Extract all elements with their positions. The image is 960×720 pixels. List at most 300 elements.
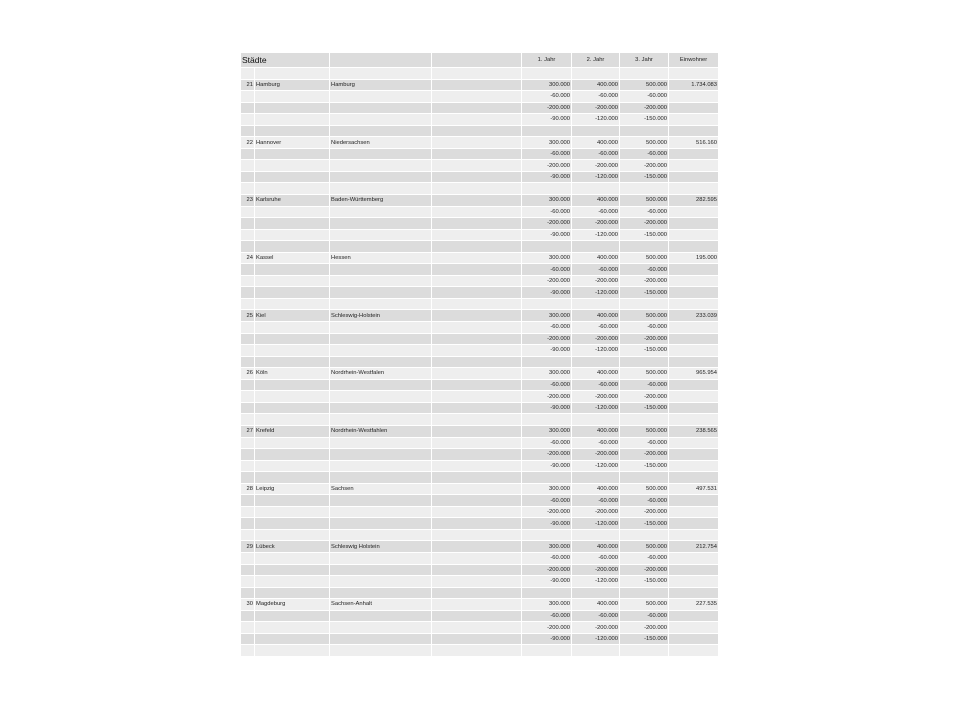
- cell[interactable]: [255, 68, 330, 80]
- value-year-1[interactable]: 300.000: [522, 195, 572, 207]
- cell[interactable]: [432, 472, 522, 484]
- cell[interactable]: [241, 218, 255, 230]
- value-year-2[interactable]: -120.000: [572, 576, 620, 588]
- cell[interactable]: [255, 206, 330, 218]
- cell[interactable]: [572, 183, 620, 195]
- cell[interactable]: [330, 183, 432, 195]
- cell[interactable]: [255, 241, 330, 253]
- value-year-3[interactable]: 500.000: [620, 310, 669, 322]
- value-year-1[interactable]: 300.000: [522, 137, 572, 149]
- value-year-2[interactable]: 400.000: [572, 483, 620, 495]
- cell[interactable]: [620, 587, 669, 599]
- cell[interactable]: [432, 322, 522, 334]
- value-year-3[interactable]: -60.000: [620, 552, 669, 564]
- cell[interactable]: [330, 391, 432, 403]
- cell[interactable]: [330, 356, 432, 368]
- cell[interactable]: [255, 622, 330, 634]
- cell[interactable]: [255, 171, 330, 183]
- cell[interactable]: [669, 552, 719, 564]
- value-year-2[interactable]: 400.000: [572, 252, 620, 264]
- cell[interactable]: [255, 102, 330, 114]
- cell[interactable]: [255, 402, 330, 414]
- value-year-2[interactable]: -60.000: [572, 322, 620, 334]
- city-population[interactable]: 195.000: [669, 252, 719, 264]
- cell[interactable]: [432, 183, 522, 195]
- cell[interactable]: [620, 241, 669, 253]
- cell[interactable]: [432, 356, 522, 368]
- city-population[interactable]: 1.734.083: [669, 79, 719, 91]
- value-year-1[interactable]: -90.000: [522, 171, 572, 183]
- value-year-2[interactable]: -60.000: [572, 610, 620, 622]
- cell[interactable]: [432, 241, 522, 253]
- cell[interactable]: [432, 402, 522, 414]
- value-year-1[interactable]: -200.000: [522, 449, 572, 461]
- value-year-1[interactable]: -200.000: [522, 333, 572, 345]
- cell[interactable]: [669, 114, 719, 126]
- cell[interactable]: [255, 298, 330, 310]
- city-state[interactable]: Nordrhein-Westfahlen: [330, 425, 432, 437]
- cell[interactable]: [255, 322, 330, 334]
- city-population[interactable]: 965.954: [669, 368, 719, 380]
- cell[interactable]: [432, 102, 522, 114]
- cell[interactable]: [432, 79, 522, 91]
- cell[interactable]: [669, 460, 719, 472]
- value-year-3[interactable]: -150.000: [620, 171, 669, 183]
- cell[interactable]: [432, 368, 522, 380]
- city-name[interactable]: Hamburg: [255, 79, 330, 91]
- cell[interactable]: [241, 183, 255, 195]
- cell[interactable]: [669, 102, 719, 114]
- cell[interactable]: [330, 529, 432, 541]
- cell[interactable]: [241, 345, 255, 357]
- value-year-3[interactable]: -60.000: [620, 264, 669, 276]
- cell[interactable]: [255, 91, 330, 103]
- value-year-3[interactable]: 500.000: [620, 252, 669, 264]
- cell[interactable]: [620, 472, 669, 484]
- cell[interactable]: [522, 241, 572, 253]
- city-number[interactable]: 29: [241, 541, 255, 553]
- cell[interactable]: [241, 68, 255, 80]
- cell[interactable]: [432, 414, 522, 426]
- value-year-2[interactable]: 400.000: [572, 79, 620, 91]
- cell[interactable]: [432, 599, 522, 611]
- cell[interactable]: [432, 252, 522, 264]
- cell[interactable]: [432, 229, 522, 241]
- value-year-3[interactable]: -150.000: [620, 402, 669, 414]
- cell[interactable]: [432, 587, 522, 599]
- value-year-2[interactable]: 400.000: [572, 195, 620, 207]
- cell[interactable]: [432, 148, 522, 160]
- value-year-1[interactable]: -200.000: [522, 506, 572, 518]
- cell[interactable]: [255, 183, 330, 195]
- cell[interactable]: [330, 241, 432, 253]
- cell[interactable]: [241, 402, 255, 414]
- cell[interactable]: [255, 506, 330, 518]
- cell[interactable]: [522, 68, 572, 80]
- cell[interactable]: [669, 610, 719, 622]
- cell[interactable]: [255, 414, 330, 426]
- value-year-1[interactable]: -200.000: [522, 275, 572, 287]
- value-year-2[interactable]: -60.000: [572, 495, 620, 507]
- value-year-2[interactable]: -200.000: [572, 218, 620, 230]
- cell[interactable]: [669, 333, 719, 345]
- cell[interactable]: [432, 333, 522, 345]
- cell[interactable]: [330, 622, 432, 634]
- cell[interactable]: [330, 495, 432, 507]
- cell[interactable]: [241, 241, 255, 253]
- cell[interactable]: [241, 437, 255, 449]
- value-year-1[interactable]: -90.000: [522, 287, 572, 299]
- city-number[interactable]: 27: [241, 425, 255, 437]
- cell[interactable]: [255, 333, 330, 345]
- cell[interactable]: [432, 68, 522, 80]
- value-year-3[interactable]: -200.000: [620, 160, 669, 172]
- cell[interactable]: [255, 356, 330, 368]
- cell[interactable]: [669, 437, 719, 449]
- value-year-1[interactable]: -60.000: [522, 91, 572, 103]
- cell[interactable]: [241, 91, 255, 103]
- cell[interactable]: [255, 437, 330, 449]
- value-year-1[interactable]: 300.000: [522, 310, 572, 322]
- value-year-2[interactable]: -120.000: [572, 633, 620, 645]
- value-year-1[interactable]: -90.000: [522, 402, 572, 414]
- cell[interactable]: [255, 472, 330, 484]
- value-year-2[interactable]: -60.000: [572, 437, 620, 449]
- cell[interactable]: [241, 206, 255, 218]
- cell[interactable]: [330, 564, 432, 576]
- cell[interactable]: [330, 610, 432, 622]
- cell[interactable]: [241, 322, 255, 334]
- value-year-2[interactable]: -120.000: [572, 229, 620, 241]
- cell[interactable]: [572, 645, 620, 657]
- value-year-3[interactable]: 500.000: [620, 541, 669, 553]
- cell[interactable]: [241, 414, 255, 426]
- cell[interactable]: [669, 402, 719, 414]
- city-state[interactable]: Nordrhein-Westfalen: [330, 368, 432, 380]
- value-year-2[interactable]: -120.000: [572, 460, 620, 472]
- cell[interactable]: [241, 449, 255, 461]
- cell[interactable]: [241, 587, 255, 599]
- cell[interactable]: [330, 379, 432, 391]
- cell[interactable]: [432, 529, 522, 541]
- cell[interactable]: [432, 576, 522, 588]
- value-year-1[interactable]: 300.000: [522, 483, 572, 495]
- cell[interactable]: [432, 91, 522, 103]
- city-name[interactable]: Kiel: [255, 310, 330, 322]
- value-year-2[interactable]: -200.000: [572, 564, 620, 576]
- header-year-1[interactable]: 1. Jahr: [522, 53, 572, 68]
- cell[interactable]: [669, 345, 719, 357]
- city-population[interactable]: 212.754: [669, 541, 719, 553]
- cell[interactable]: [432, 195, 522, 207]
- value-year-2[interactable]: -200.000: [572, 275, 620, 287]
- value-year-1[interactable]: -200.000: [522, 218, 572, 230]
- cell[interactable]: [432, 206, 522, 218]
- cell[interactable]: [669, 645, 719, 657]
- value-year-1[interactable]: -60.000: [522, 322, 572, 334]
- value-year-2[interactable]: 400.000: [572, 137, 620, 149]
- cell[interactable]: [255, 645, 330, 657]
- value-year-1[interactable]: -60.000: [522, 379, 572, 391]
- city-number[interactable]: 21: [241, 79, 255, 91]
- value-year-2[interactable]: -60.000: [572, 379, 620, 391]
- cell[interactable]: [669, 414, 719, 426]
- value-year-3[interactable]: -150.000: [620, 460, 669, 472]
- cell[interactable]: [572, 241, 620, 253]
- value-year-3[interactable]: -60.000: [620, 610, 669, 622]
- cell[interactable]: [255, 587, 330, 599]
- header-year-2[interactable]: 2. Jahr: [572, 53, 620, 68]
- cell[interactable]: [241, 356, 255, 368]
- cell[interactable]: [620, 529, 669, 541]
- cell[interactable]: [669, 148, 719, 160]
- cell[interactable]: [330, 552, 432, 564]
- value-year-1[interactable]: -60.000: [522, 148, 572, 160]
- cell[interactable]: [330, 633, 432, 645]
- cell[interactable]: [330, 287, 432, 299]
- cell[interactable]: [241, 298, 255, 310]
- value-year-3[interactable]: -60.000: [620, 379, 669, 391]
- cell[interactable]: [255, 345, 330, 357]
- value-year-3[interactable]: -200.000: [620, 622, 669, 634]
- cell[interactable]: [669, 391, 719, 403]
- cell[interactable]: [432, 495, 522, 507]
- value-year-2[interactable]: -120.000: [572, 287, 620, 299]
- value-year-1[interactable]: -60.000: [522, 495, 572, 507]
- cell[interactable]: [669, 472, 719, 484]
- cell[interactable]: [330, 333, 432, 345]
- cell[interactable]: [241, 229, 255, 241]
- cell[interactable]: [330, 345, 432, 357]
- value-year-1[interactable]: 300.000: [522, 599, 572, 611]
- value-year-1[interactable]: 300.000: [522, 79, 572, 91]
- city-state[interactable]: Niedersachsen: [330, 137, 432, 149]
- cell[interactable]: [432, 449, 522, 461]
- value-year-3[interactable]: -150.000: [620, 229, 669, 241]
- cell[interactable]: [241, 622, 255, 634]
- city-population[interactable]: 227.535: [669, 599, 719, 611]
- cell[interactable]: [572, 414, 620, 426]
- cell[interactable]: [669, 125, 719, 137]
- cell[interactable]: [330, 171, 432, 183]
- value-year-1[interactable]: -90.000: [522, 633, 572, 645]
- cell[interactable]: [620, 68, 669, 80]
- cell[interactable]: [330, 449, 432, 461]
- cell[interactable]: [255, 218, 330, 230]
- cell[interactable]: [669, 229, 719, 241]
- cell[interactable]: [330, 229, 432, 241]
- cell[interactable]: [669, 91, 719, 103]
- cell[interactable]: [620, 125, 669, 137]
- cell[interactable]: [669, 506, 719, 518]
- cell[interactable]: [241, 610, 255, 622]
- value-year-3[interactable]: -200.000: [620, 275, 669, 287]
- cell[interactable]: [432, 264, 522, 276]
- cell[interactable]: [330, 437, 432, 449]
- cell[interactable]: [330, 576, 432, 588]
- cell[interactable]: [255, 275, 330, 287]
- value-year-2[interactable]: -200.000: [572, 449, 620, 461]
- cell[interactable]: [669, 298, 719, 310]
- value-year-2[interactable]: -120.000: [572, 402, 620, 414]
- cell[interactable]: [522, 125, 572, 137]
- value-year-3[interactable]: 500.000: [620, 599, 669, 611]
- cell[interactable]: [330, 148, 432, 160]
- cell[interactable]: [255, 610, 330, 622]
- value-year-1[interactable]: -200.000: [522, 622, 572, 634]
- value-year-2[interactable]: -200.000: [572, 333, 620, 345]
- header-cell[interactable]: [432, 53, 522, 68]
- cell[interactable]: [432, 137, 522, 149]
- cell[interactable]: [241, 275, 255, 287]
- cell[interactable]: [241, 114, 255, 126]
- cell[interactable]: [330, 298, 432, 310]
- value-year-2[interactable]: -60.000: [572, 91, 620, 103]
- cell[interactable]: [330, 68, 432, 80]
- cell[interactable]: [241, 287, 255, 299]
- city-number[interactable]: 23: [241, 195, 255, 207]
- value-year-3[interactable]: -150.000: [620, 287, 669, 299]
- value-year-3[interactable]: 500.000: [620, 137, 669, 149]
- header-population[interactable]: Einwohner: [669, 53, 719, 68]
- cell[interactable]: [241, 552, 255, 564]
- cell[interactable]: [330, 275, 432, 287]
- city-state[interactable]: Hamburg: [330, 79, 432, 91]
- cell[interactable]: [669, 633, 719, 645]
- cell[interactable]: [432, 425, 522, 437]
- cell[interactable]: [522, 529, 572, 541]
- value-year-2[interactable]: -60.000: [572, 264, 620, 276]
- value-year-1[interactable]: -60.000: [522, 552, 572, 564]
- cell[interactable]: [255, 449, 330, 461]
- cell[interactable]: [330, 460, 432, 472]
- value-year-3[interactable]: -60.000: [620, 91, 669, 103]
- value-year-2[interactable]: 400.000: [572, 368, 620, 380]
- cell[interactable]: [669, 171, 719, 183]
- cell[interactable]: [255, 529, 330, 541]
- value-year-3[interactable]: -150.000: [620, 633, 669, 645]
- cell[interactable]: [669, 322, 719, 334]
- cell[interactable]: [669, 356, 719, 368]
- cell[interactable]: [330, 645, 432, 657]
- cell[interactable]: [432, 518, 522, 530]
- value-year-2[interactable]: -200.000: [572, 160, 620, 172]
- cell[interactable]: [241, 333, 255, 345]
- value-year-3[interactable]: -200.000: [620, 564, 669, 576]
- city-name[interactable]: Magdeburg: [255, 599, 330, 611]
- city-name[interactable]: Hannover: [255, 137, 330, 149]
- cell[interactable]: [432, 460, 522, 472]
- cell[interactable]: [669, 379, 719, 391]
- value-year-2[interactable]: -200.000: [572, 506, 620, 518]
- cell[interactable]: [330, 506, 432, 518]
- cell[interactable]: [572, 529, 620, 541]
- value-year-3[interactable]: -150.000: [620, 345, 669, 357]
- cell[interactable]: [255, 114, 330, 126]
- city-name[interactable]: Kassel: [255, 252, 330, 264]
- cell[interactable]: [522, 356, 572, 368]
- cell[interactable]: [432, 541, 522, 553]
- cell[interactable]: [669, 587, 719, 599]
- cell[interactable]: [432, 564, 522, 576]
- cell[interactable]: [572, 587, 620, 599]
- cell[interactable]: [620, 183, 669, 195]
- value-year-3[interactable]: -60.000: [620, 206, 669, 218]
- value-year-2[interactable]: -120.000: [572, 171, 620, 183]
- cell[interactable]: [255, 264, 330, 276]
- cell[interactable]: [572, 356, 620, 368]
- cell[interactable]: [330, 125, 432, 137]
- cell[interactable]: [572, 472, 620, 484]
- cell[interactable]: [432, 622, 522, 634]
- value-year-2[interactable]: 400.000: [572, 599, 620, 611]
- value-year-1[interactable]: -200.000: [522, 160, 572, 172]
- value-year-3[interactable]: -150.000: [620, 114, 669, 126]
- cell[interactable]: [669, 68, 719, 80]
- cell[interactable]: [241, 576, 255, 588]
- cell[interactable]: [432, 287, 522, 299]
- value-year-1[interactable]: -90.000: [522, 576, 572, 588]
- cell[interactable]: [669, 264, 719, 276]
- value-year-1[interactable]: -90.000: [522, 460, 572, 472]
- cell[interactable]: [241, 645, 255, 657]
- city-state[interactable]: Hessen: [330, 252, 432, 264]
- cell[interactable]: [669, 449, 719, 461]
- cell[interactable]: [432, 171, 522, 183]
- value-year-1[interactable]: -60.000: [522, 206, 572, 218]
- value-year-2[interactable]: 400.000: [572, 425, 620, 437]
- cell[interactable]: [432, 298, 522, 310]
- value-year-1[interactable]: 300.000: [522, 252, 572, 264]
- cell[interactable]: [255, 125, 330, 137]
- cell[interactable]: [255, 633, 330, 645]
- city-state[interactable]: Sachsen-Anhalt: [330, 599, 432, 611]
- value-year-3[interactable]: 500.000: [620, 483, 669, 495]
- value-year-3[interactable]: -150.000: [620, 576, 669, 588]
- cell[interactable]: [620, 645, 669, 657]
- city-population[interactable]: 238.565: [669, 425, 719, 437]
- value-year-1[interactable]: -200.000: [522, 102, 572, 114]
- cell[interactable]: [522, 414, 572, 426]
- value-year-2[interactable]: -60.000: [572, 148, 620, 160]
- value-year-3[interactable]: -200.000: [620, 102, 669, 114]
- cell[interactable]: [255, 460, 330, 472]
- cell[interactable]: [241, 518, 255, 530]
- cell[interactable]: [432, 379, 522, 391]
- cell[interactable]: [241, 148, 255, 160]
- city-population[interactable]: 282.595: [669, 195, 719, 207]
- city-name[interactable]: Leipzig: [255, 483, 330, 495]
- value-year-3[interactable]: -200.000: [620, 391, 669, 403]
- cell[interactable]: [330, 472, 432, 484]
- cell[interactable]: [255, 287, 330, 299]
- value-year-3[interactable]: -150.000: [620, 518, 669, 530]
- cell[interactable]: [669, 218, 719, 230]
- cell[interactable]: [522, 183, 572, 195]
- value-year-2[interactable]: -60.000: [572, 552, 620, 564]
- cell[interactable]: [669, 183, 719, 195]
- value-year-2[interactable]: -200.000: [572, 102, 620, 114]
- cell[interactable]: [241, 125, 255, 137]
- cell[interactable]: [241, 102, 255, 114]
- value-year-1[interactable]: -60.000: [522, 264, 572, 276]
- sheet-title[interactable]: Städte: [241, 53, 330, 68]
- header-year-3[interactable]: 3. Jahr: [620, 53, 669, 68]
- cell[interactable]: [669, 287, 719, 299]
- cell[interactable]: [669, 518, 719, 530]
- value-year-2[interactable]: 400.000: [572, 310, 620, 322]
- cell[interactable]: [432, 633, 522, 645]
